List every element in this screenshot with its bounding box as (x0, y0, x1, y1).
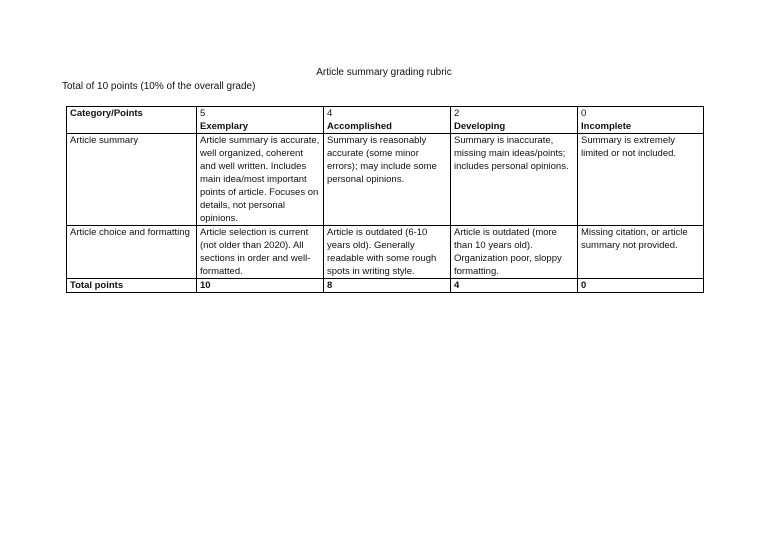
header-label: Exemplary (200, 121, 249, 132)
table-cell: Summary is extremely limited or not included. (578, 134, 704, 226)
table-cell: Article is outdated (more than 10 years old). Organization poor, sloppy formatting. (451, 226, 578, 279)
table-header-row (67, 107, 704, 134)
total-value: 0 (578, 279, 704, 293)
table-cell: Article is outdated (6-10 years old). Generally readable with some rough spots in writing style. (324, 226, 451, 279)
header-level-incomplete (578, 107, 704, 134)
header-points: 0 (581, 108, 587, 119)
header-level-accomplished (324, 107, 451, 134)
row-category: Article choice and formatting (67, 226, 197, 279)
row-category: Article summary (67, 134, 197, 226)
total-value: 10 (197, 279, 324, 293)
header-points: 5 (200, 108, 206, 119)
header-points: 4 (327, 108, 333, 119)
table-row-article-choice (67, 226, 704, 279)
table-cell: Summary is inaccurate, missing main ideas/points; includes personal opinions. (451, 134, 578, 226)
header-points: 2 (454, 108, 460, 119)
total-value: 4 (451, 279, 578, 293)
table-row-total (67, 279, 704, 293)
page-subtitle: Total of 10 points (10% of the overall grade) (62, 81, 256, 92)
table-cell: Missing citation, or article summary not provided. (578, 226, 704, 279)
header-label: Incomplete (581, 121, 632, 132)
table-cell: Summary is reasonably accurate (some minor errors); may include some personal opinions. (324, 134, 451, 226)
header-level-developing (451, 107, 578, 134)
page-title: Article summary grading rubric (316, 67, 452, 78)
table-row-article-summary (67, 134, 704, 226)
total-value: 8 (324, 279, 451, 293)
header-level-exemplary (197, 107, 324, 134)
total-label: Total points (67, 279, 197, 293)
header-label: Developing (454, 121, 506, 132)
header-category: Category/Points (67, 107, 197, 134)
table-cell: Article selection is current (not older than 2020). All sections in order and well-formatted. (197, 226, 324, 279)
rubric-table (66, 106, 704, 293)
header-label: Accomplished (327, 121, 392, 132)
table-cell: Article summary is accurate, well organized, coherent and well written. Includes main idea/most important points of article. Focuses on details, not personal opinions. (197, 134, 324, 226)
